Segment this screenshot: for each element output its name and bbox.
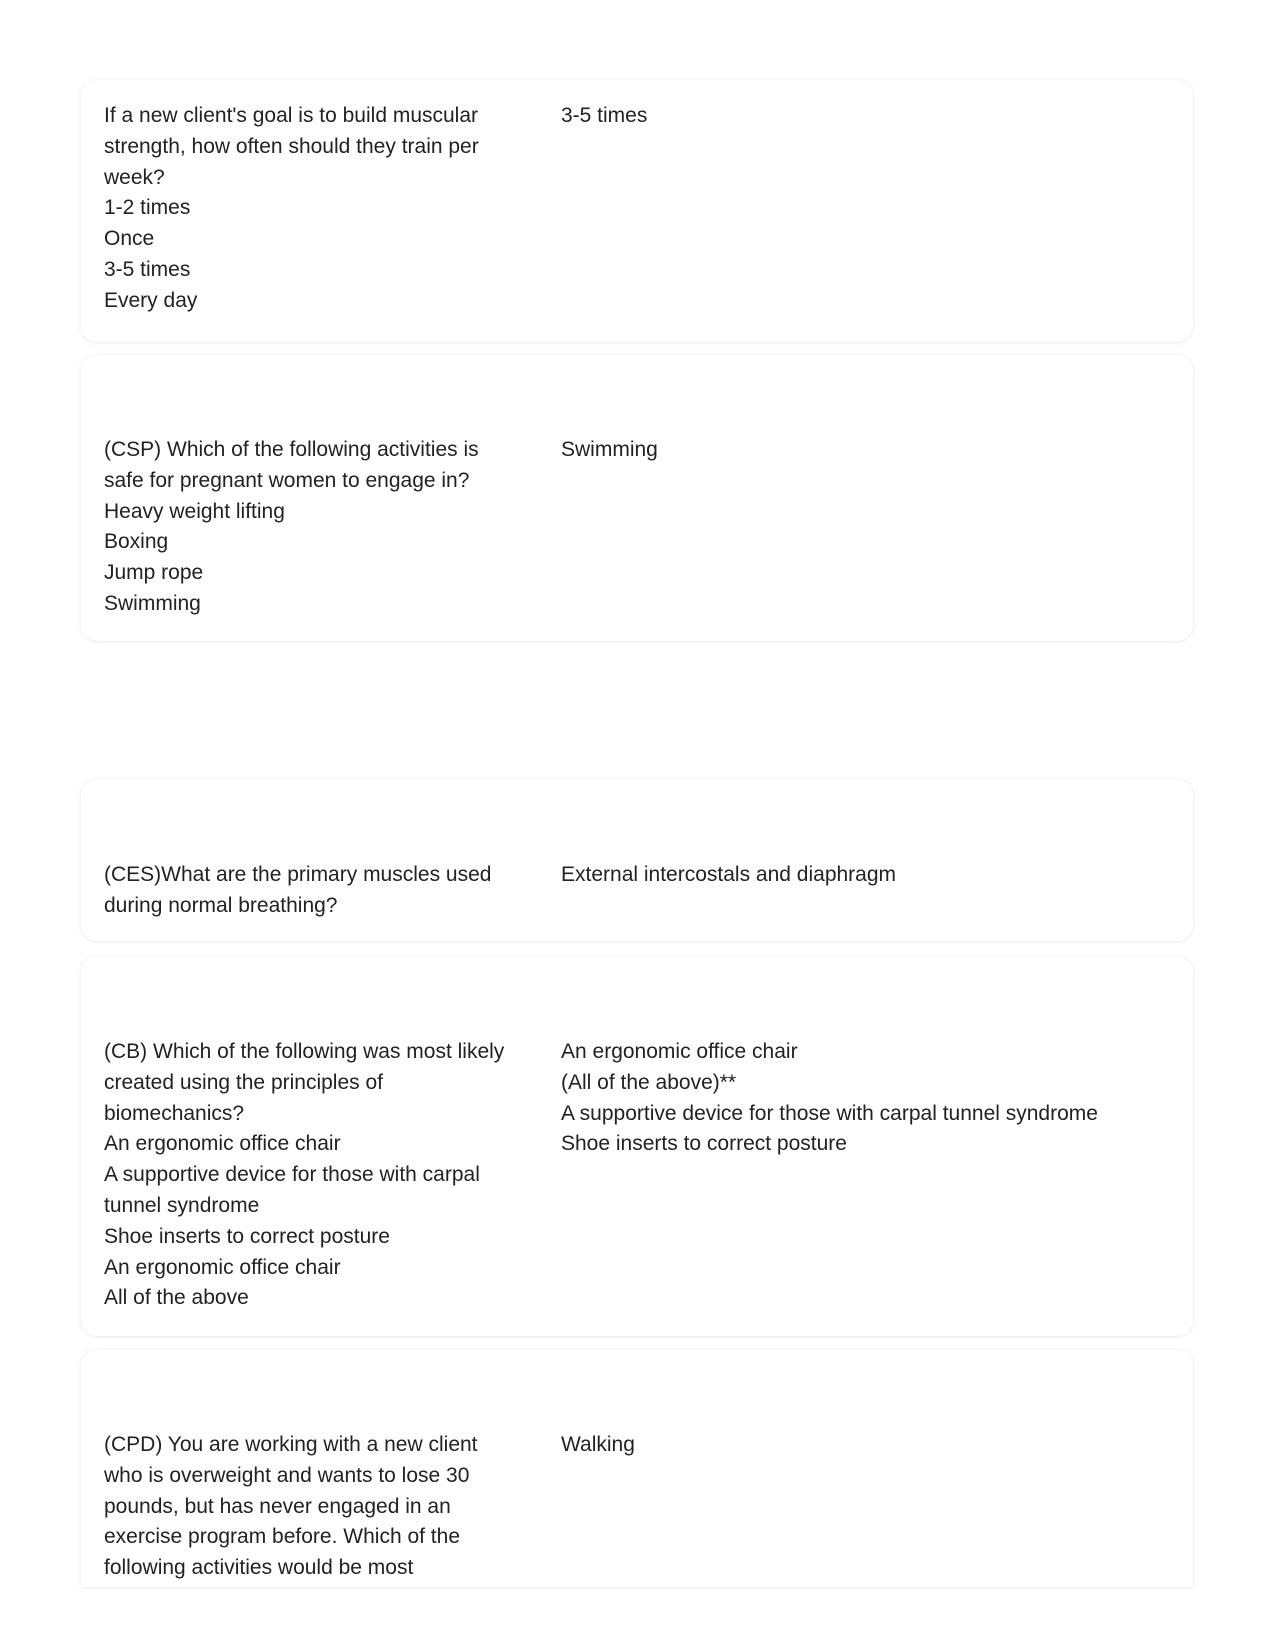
option: Every day [104,288,198,312]
option: Shoe inserts to correct posture [104,1224,390,1248]
question-text: (CPD) You are working with a new client who is overweight and wants to lose 30 pounds, but has never engaged in an exercise program before. Which of the following activities would be most [104,1433,478,1580]
option: Once [104,227,155,251]
option: Jump rope [104,561,204,585]
option: 3-5 times [104,257,191,281]
answer-block [561,1430,1176,1461]
answer-text: 3-5 times [561,104,648,127]
option: All of the above [104,1286,249,1310]
option: A supportive device for those with carpal tunnel syndrome [104,1163,480,1217]
question-block [104,435,514,620]
answer-text: Shoe inserts to correct posture [561,1132,847,1156]
option: 1-2 times [104,196,191,220]
answer-block [561,1037,1176,1160]
question-text: (CES)What are the primary muscles used during normal breathing? [104,863,492,917]
flashcard-4 [81,957,1193,1336]
option: Swimming [104,591,201,615]
answer-text: Walking [561,1433,635,1456]
option: Boxing [104,530,169,554]
option: An ergonomic office chair [104,1132,341,1156]
question-text: If a new client's goal is to build muscular strength, how often should they train per week? [104,104,479,189]
question-block [104,1037,514,1314]
question-text: (CSP) Which of the following activities is safe for pregnant women to engage in? [104,438,479,492]
option: An ergonomic office chair [104,1255,341,1279]
flashcard-1 [81,80,1193,342]
question-text: (CB) Which of the following was most likely created using the principles of biomechanics? [104,1040,505,1125]
answer-text: A supportive device for those with carpal tunnel syndrome [561,1101,1098,1125]
flashcard-3 [81,780,1193,941]
flashcard-2 [81,355,1193,641]
answer-text: (All of the above)** [561,1070,737,1094]
answer-text: Swimming [561,438,658,461]
answer-text: External intercostals and diaphragm [561,863,897,886]
answer-block [561,435,1176,466]
option: Heavy weight lifting [104,499,285,523]
question-block [104,1430,514,1584]
answer-block [561,860,1176,891]
answer-text: An ergonomic office chair [561,1040,798,1063]
question-block [104,860,514,922]
question-block [104,101,514,317]
answer-block [561,101,1176,132]
flashcard-5 [81,1350,1193,1587]
